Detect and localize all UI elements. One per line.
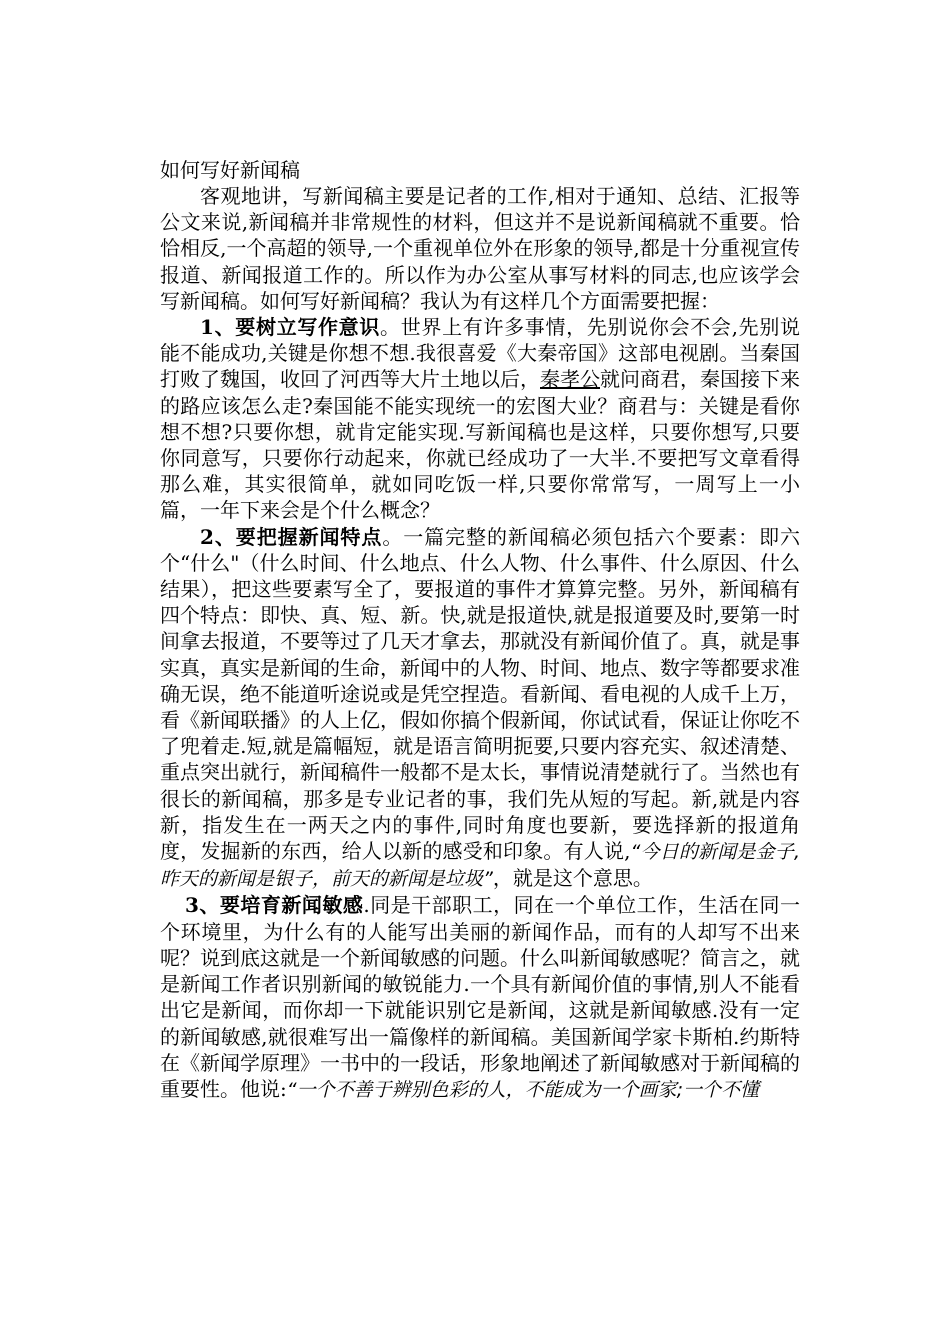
section-2-heading: 2、要把握新闻特点 <box>200 524 383 549</box>
section-2-quote: “今日的新闻是金子,昨天的新闻是银子，前天的新闻是垃圾” <box>160 841 801 891</box>
document-body <box>160 157 800 1103</box>
section-3-quote: “一个不善于辨别色彩的人，不能成为一个画家;一个不懂 <box>286 1078 759 1101</box>
intro-paragraph: 客观地讲，写新闻稿主要是记者的工作,相对于通知、总结、汇报等公文来说,新闻稿并非常规性的材料，但这并不是说新闻稿就不重要。恰恰相反,一个高超的领导,一个重视单位外在形象的领导,都是十分重视宣传报道、新闻报道工作的。所以作为办公室从事写材料的同志,也应该学会写新闻稿。如何写好新闻稿？我认为有这样几个方面需要把握： <box>160 184 800 313</box>
section-2-text-a: 。一篇完整的新闻稿必须包括六个要素：即六个“什么"（什么时间、什么地点、什么人物、什么事件、什么原因、什么结果），把这些要素写全了，要报道的事件才算算完整。另外，新闻稿有四个特点：即快、真、短、新。快,就是报道快,就是报道要及时,要第一时间拿去报道，不要等过了几天才拿去，那就没有新闻价值了。真，就是事实真，真实是新闻的生命，新闻中的人物、时间、地点、数字等都要求准确无误，绝不能道听途说或是凭空捏造。看新闻、看电视的人成千上万，看《新闻联播》的人上亿，假如你搞个假新闻，你试试看，保证让你吃不了兜着走.短,就是篇幅短，就是语言简明扼要,只要内容充实、叙述清楚、重点突出就行，新闻稿件一般都不是太长，事情说清楚就行了。当然也有很长的新闻稿，那多是专业记者的事，我们先从短的写起。新,就是内容新，指发生在一两天之内的事件,同时角度也要新，要选择新的报道角度，发掘新的东西，给人以新的感受和印象。有人说, <box>160 524 801 864</box>
section-2-text-b: ，就是这个意思。 <box>492 866 653 891</box>
section-1-text-b: 就问商君，秦国接下来的路应该怎么走?秦国能不能实现统一的宏图大业？商君与：关键是看你想不想?只要你想，就肯定能实现.写新闻稿也是这样，只要你想写,只要你同意写，只要你行动起来，你就已经成功了一大半.不要把写文章看得那么难，其实很简单，就如同吃饭一样,只要你常常写，一周写上一小篇，一年下来会是个什么概念？ <box>160 367 800 523</box>
document-title: 如何写好新闻稿 <box>160 158 300 182</box>
section-1-heading: 1、要树立写作意识 <box>200 315 381 340</box>
section-1-text-a: 。世界上有许多事情，先别说你会不会,先别说能不能成功,关键是你想不想.我很喜爱《大秦帝国》这部电视剧。当秦国打败了魏国，收回了河西等大片土地以后， <box>160 315 801 392</box>
qin-xiaogong-link[interactable]: 秦孝公 <box>540 367 600 392</box>
section-1-paragraph <box>160 314 800 524</box>
section-3-paragraph <box>160 892 800 1103</box>
section-3-heading: 3、要培育新闻敏感 <box>185 893 364 918</box>
section-2-paragraph <box>160 524 800 893</box>
section-3-text-a: .同是干部职工，同在一个单位工作，生活在同一个环境里，为什么有的人能写出美丽的新闻作品，而有的人却写不出来呢？说到底这就是一个新闻敏感的问题。什么叫新闻敏感呢？简言之，就是新闻工作者识别新闻的敏锐能力.一个具有新闻价值的事情,别人不能看出它是新闻，而你却一下就能识别它是新闻，这就是新闻敏感.没有一定的新闻敏感,就很难写出一篇像样的新闻稿。美国新闻学家卡斯柏.约斯特在《新闻学原理》一书中的一段话，形象地阐述了新闻敏感对于新闻稿的重要性。他说: <box>160 893 801 1101</box>
